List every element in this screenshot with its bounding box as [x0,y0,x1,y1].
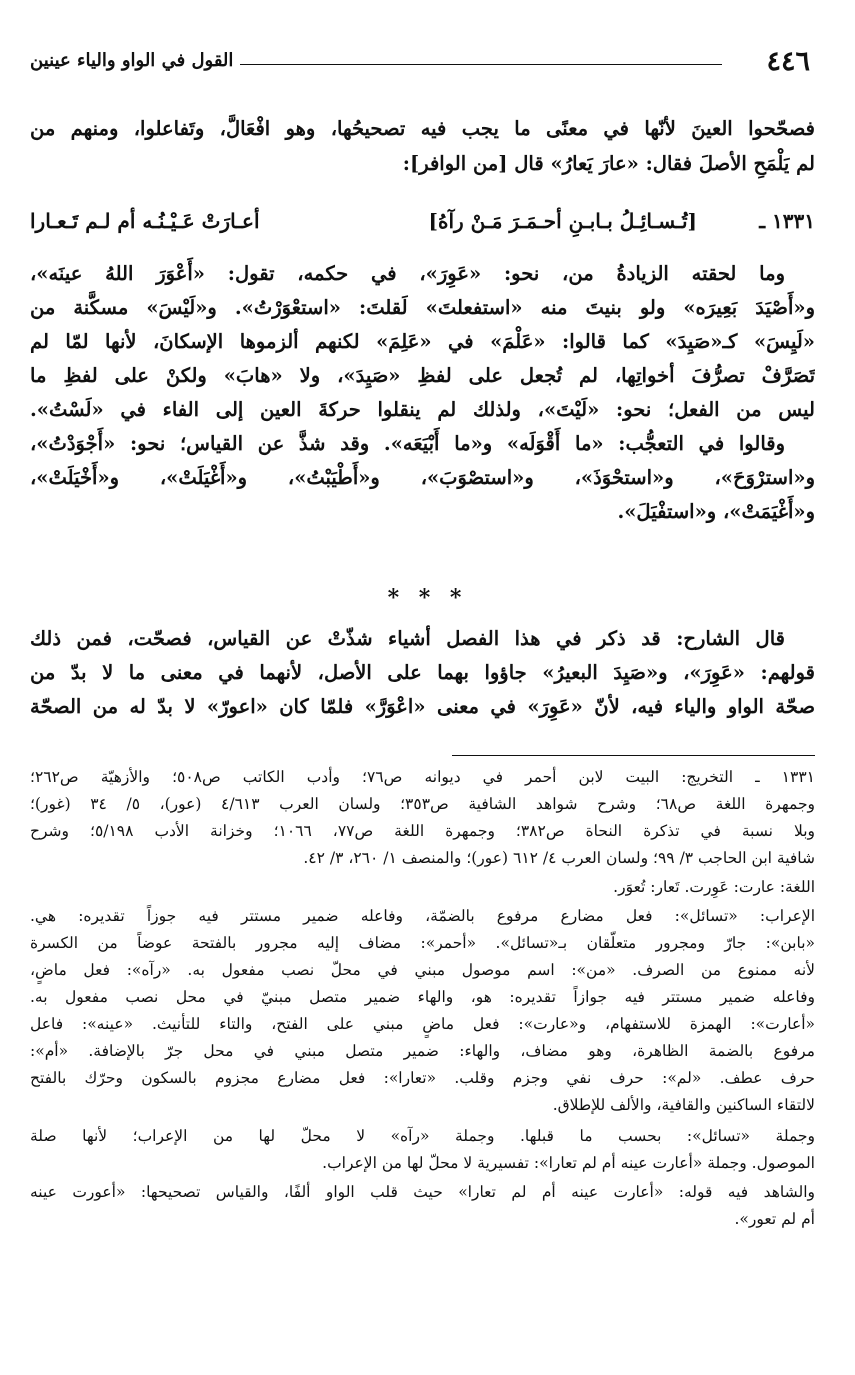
body-line: تَصَرَّفْ تصرُّفَ أخواتِها، لم تُجعل على لفظِ «صَيِدَ»، ولا «هابَ» ولكنْ على لفظِ ما [30,364,815,387]
footnote-line: والشاهد فيه قوله: «أعارت عينه أم لم تعارا» حيث قلب الواو ألفًا، والقياس تصحيحها: «أعورت عينه [30,1183,815,1201]
footnote-line: أم لم تعور». [734,1210,815,1228]
verse-hemistich-first: [تُـسـائِـلُ بـابـنِ أحـمَـرَ مَـنْ رآهُ] [428,209,697,233]
footnote-line: وفاعله ضمير مستتر فيه جوازاً تقديره: هو، والهاء ضمير متصل مبنيّ في محل نصب مفعول به. [30,988,815,1006]
verse-number: ١٣٣١ ـ [759,209,815,233]
footnote-line: «أعارت»: الهمزة للاستفهام، و«عارت»: فعل ماضٍ مبني على الفتح، والتاء للتأنيث. «عينه»: فاعل [30,1015,815,1033]
body-line: و«استرْوَحَ»، و«استحْوَذَ»، و«استصْوَبَ»، و«أَطْيَبْتُ»، و«أَغْيَلَتْ»، و«أَخْيَلَتْ»، [30,466,815,489]
footnote-line: الموصول. وجملة «أعارت عينه أم لم تعارا»: تفسيرية لا محلّ لها من الإعراب. [322,1154,815,1172]
poetry-verse [30,205,815,245]
page-header [30,42,810,82]
body-line: و«أَغْيَمَتْ»، و«استفْيَلَ». [617,500,815,523]
commentary-line: صحّة الواو والياء فيه، لأنّ «عَوِرَ» في معنى «اعْوَرَّ» فلمّا كان «اعورّ» لا بدّ له من الصحّة [30,695,815,718]
footnote-line: «بابن»: جارّ ومجرور متعلّقان بـ«تسائل». «أحمر»: مضاف إليه مجرور بالفتحة عوضاً من الكسرة [30,934,815,952]
commentary-line: قولهم: «عَوِرَ»، و«صَيِدَ البعيرُ» جاؤوا بهما على الأصل، لأنهما في معنى ما لا بدّ من [30,661,815,684]
body-line: فصحّحوا العينَ لأنّها في معنًى ما يجب فيه تصحيحُها، وهو افْعَالَّ، وتَفاعلوا، ومنهم من [30,117,815,140]
body-line: ليس من الفعل؛ نحو: «لَيْتَ»، ولذلك لم ينقلوا حركةَ العين إلى الفاء في «لَسْتُ». [30,398,815,421]
page-number: ٤٤٦ [766,46,810,77]
footnote-line: وجملة «تسائل»: بحسب ما قبلها. وجملة «رآه» لا محلّ لها من الإعراب؛ لأنها صلة [30,1127,815,1145]
body-line: «لَيِسَ» كـ«صَيِدَ» كما قالوا: «عَلْمَ» في «عَلِمَ» لكنهم ألزموها الإسكانَ، لأنها لمّا لم [30,330,815,353]
body-line: وما لحقته الزيادةُ من، نحو: «عَوِرَ»، في حكمه، تقول: «أَعْوَرَ اللهُ عينَه»، [30,262,785,285]
footnote-line: حرف عطف. «لم»: حرف نفي وجزم وقلب. «تعارا»: فعل مضارع مجزوم بالسكون وحرّك بالفتح [30,1069,815,1087]
footnote-line: وجمهرة اللغة ص٦٨؛ وشرح شواهد الشافية ص٣٥٣؛ ولسان العرب ٤/٦١٣ (عور)، ٥/ ٣٤ (غور)؛ [30,795,815,813]
footnote-line: شافية ابن الحاجب ٣/ ٩٩؛ ولسان العرب ٤/ ٦١٢ (عور)؛ والمنصف ١/ ٢٦٠، ٣/ ٤٢. [303,849,815,867]
footnote-line: لأنه ممنوع من الصرف. «من»: اسم موصول مبني في محلّ نصب مفعول به. «رآه»: فعل ماضٍ، [30,961,815,979]
footnote-line: لالتقاء الساكنين والقافية، والألف للإطلاق. [552,1096,815,1114]
footnote-line: الإعراب: «تسائل»: فعل مضارع مرفوع بالضمّة، وفاعله ضمير مستتر فيه جوزاً تقديره: هي. [30,907,815,925]
footnote-line: ١٣٣١ ـ التخريج: البيت لابن أحمر في ديوانه ص٧٦؛ وأدب الكاتب ص٥٠٨؛ والأزهيّة ص٢٦٢؛ [30,768,815,786]
verse-hemistich-second: أعـارَتْ عَـيْـنُـه أم لـم تَـعـارا [30,209,260,233]
footnote-line: مرفوع بالضمة الظاهرة، وهو مضاف، والهاء: ضمير متصل مبني في محل جرّ بالإضافة. «أم»: [30,1042,815,1060]
footnote-line: وبلا نسبة في تذكرة النحاة ص٣٨٢؛ وجمهرة اللغة ص٧٧، ١٠٦٦؛ وخزانة الأدب ٥/١٩٨؛ وشرح [30,822,815,840]
header-rule [240,64,722,65]
commentary-line: قال الشارح: قد ذكر في هذا الفصل أشياء شذّتْ عن القياس، فصحّت، فمن ذلك [30,627,785,650]
body-line: لم يَلْمَحِ الأصلَ فقال: «عارَ يَعارُ» قال [من الوافر]: [402,152,815,175]
body-line: و«أَصْيَدَ بَعِيرَه» ولو بنيتَ منه «استفعلتَ» لَقلتَ: «استعْوَرْتُ». و«لَيْسَ» مسكَّنة من [30,296,815,319]
footnote-rule [452,755,815,756]
footnote-line: اللغة: عارت: عَوِرت. تَعار: تُعوَر. [613,878,815,896]
running-title: القول في الواو والياء عينين [30,50,234,71]
section-separator: * * * [387,585,468,611]
body-line: وقالوا في التعجُّب: «ما أَقْوَلَه» و«ما أَبْيَعَه». وقد شذَّ عن القياس؛ نحو: «أَجْوَدْتُ»، [30,432,785,455]
